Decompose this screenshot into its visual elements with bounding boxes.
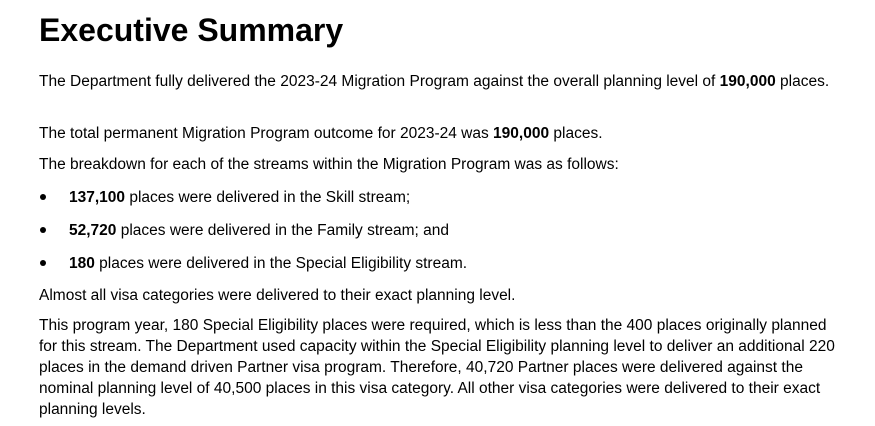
paragraph-overall-delivery (39, 71, 849, 92)
list-item-label: places were delivered in the Special Eligibility stream. (94, 255, 468, 272)
list-item-text (69, 220, 449, 241)
paragraph-text: places. (549, 125, 603, 142)
paragraph-text: The Department fully delivered the 2023-24 Migration Program against the overall planning level of (39, 73, 720, 90)
bullet-icon (40, 260, 46, 266)
list-item-label: places were delivered in the Family stream; and (116, 222, 449, 239)
paragraph-breakdown-intro: The breakdown for each of the streams within the Migration Program was as follows: (39, 156, 619, 173)
list-item-text (69, 253, 467, 274)
bold-figure: 137,100 (69, 189, 126, 206)
paragraph-special-eligibility: This program year, 180 Special Eligibility places were required, which is less than the 400 places originally planned for this stream. The Department used capacity within the Special Eligibility planning level to deliver an additional 220 places in the demand driven Partner visa program. Therefore, 40,720 Partner places were delivered against the nominal planning level of 40,500 places in this visa category. All other visa categories were delivered to their exact planning levels. (39, 317, 835, 418)
bold-figure: 190,000 (719, 73, 776, 90)
list-item (0, 253, 820, 274)
paragraph-text: places. (775, 73, 830, 90)
paragraph-total-outcome (39, 123, 849, 144)
bold-figure: 180 (69, 255, 95, 272)
list-item-label: places were delivered in the Skill stream; (125, 189, 411, 206)
paragraph-text: The total permanent Migration Program outcome for 2023-24 was (39, 125, 494, 142)
list-item (0, 187, 820, 208)
bullet-icon (40, 227, 46, 233)
list-item (0, 220, 820, 241)
list-item-text (69, 187, 410, 208)
bold-figure: 52,720 (69, 222, 117, 239)
paragraph-planning-level: Almost all visa categories were delivered to their exact planning level. (39, 287, 516, 304)
bold-figure: 190,000 (493, 125, 550, 142)
bullet-icon (40, 194, 46, 200)
page-title: Executive Summary (39, 12, 344, 48)
